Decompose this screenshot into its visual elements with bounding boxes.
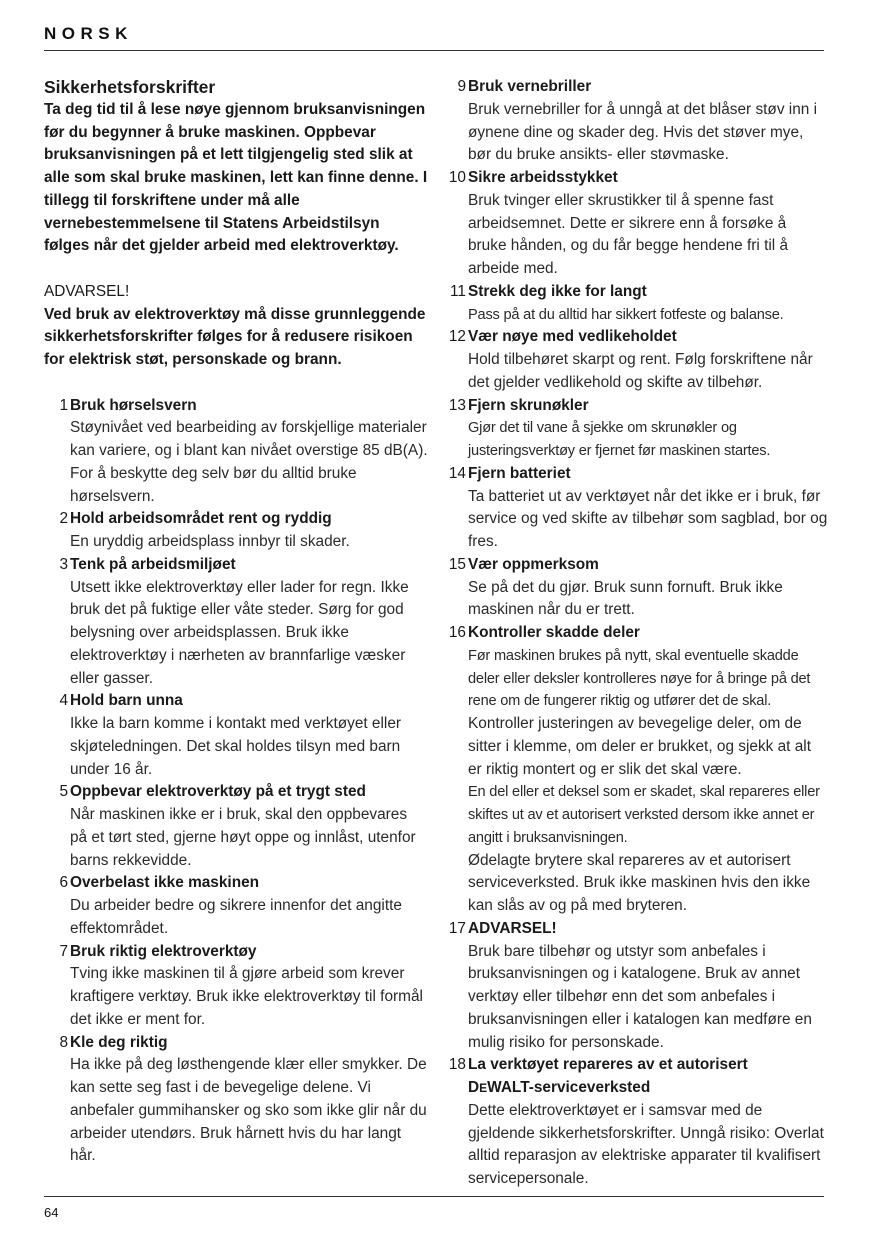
item-title: Kle deg riktig: [70, 1033, 168, 1051]
safety-item-7: [44, 941, 428, 1032]
left-column: [44, 76, 428, 1168]
language-heading: NORSK: [44, 24, 133, 43]
item-number: 9: [457, 78, 466, 95]
item-body: Ødelagte brytere skal repareres av et autorisert serviceverksted. Bruk ikke maskinen hvis den ikke kan slås av og på med bryteren.: [468, 851, 811, 914]
safety-item-18: [444, 1054, 828, 1191]
item-number: 7: [59, 942, 68, 960]
item-title: Overbelast ikke maskinen: [70, 874, 260, 892]
item-title: Sikre arbeidsstykket: [468, 169, 618, 186]
item-title: Vær nøye med vedlikeholdet: [468, 328, 677, 346]
item-title: Oppbevar elektroverktøy på et trygt sted: [70, 783, 366, 801]
page-number: 64: [44, 1205, 59, 1220]
safety-item-14: [444, 463, 828, 554]
footer-divider: [44, 1196, 824, 1197]
item-body: Før maskinen brukes på nytt, skal eventuelle skadde deler eller deksler kontrolleres nøye for å bringe på det rene om de fungerer riktig og utfører det de skal.: [468, 647, 811, 710]
safety-item-6: [44, 872, 428, 940]
section-title: Sikkerhetsforskrifter: [44, 77, 216, 97]
safety-item-16: [444, 622, 828, 918]
safety-item-15: [444, 554, 828, 622]
item-title: Kontroller skadde deler: [468, 624, 640, 641]
safety-item-17: [444, 918, 828, 1055]
item-number: 18: [448, 1056, 466, 1074]
item-number: 15: [448, 555, 466, 573]
item-body: Tving ikke maskinen til å gjøre arbeid som krever kraftigere verktøy. Bruk ikke elektroverktøy til formål det ikke er ment for.: [70, 965, 423, 1028]
item-body: Gjør det til vane å sjekke om skrunøkler og justeringsverktøy er fjernet før maskinen startes.: [468, 420, 771, 459]
safety-item-13: [444, 395, 828, 463]
item-body: En del eller et deksel som er skadet, skal repareres eller skiftes ut av et autorisert verksted dersom ikke annet er angitt i bruksanvisningen.: [468, 784, 820, 846]
item-body: Bruk vernebriller for å unngå at det blåser støv inn i øynene dine og skader deg. Hvis det støver mye, bør du bruke ansikts- eller støvmaske.: [468, 100, 818, 164]
safety-item-4: [44, 690, 428, 781]
item-body: Hold tilbehøret skarpt og rent. Følg forskriftene når det gjelder vedlikehold og skifte av tilbehør.: [468, 351, 813, 391]
item-number: 11: [450, 282, 466, 300]
item-body: Kontroller justeringen av bevegelige deler, om de sitter i klemme, om deler er brukket, og sjekk at alt er riktig montert og er slik det skal være.: [468, 715, 811, 778]
safety-item-3: [44, 554, 428, 691]
item-body: Bruk bare tilbehør og utstyr som anbefales i bruksanvisningen og i katalogene. Bruk av annet verktøy eller tilbehør enn det som anbefales i bruksanvisningen eller i katalogen kan medføre en mulig risiko for personskade.: [468, 942, 812, 1051]
item-body: Utsett ikke elektroverktøy eller lader for regn. Ikke bruk det på fuktige eller våte steder. Sørg for god belysning over arbeidsplassen. Bruk ikke elektroverktøy i nærheten av brannfarlige væsker eller gasser.: [70, 578, 409, 687]
item-title: Bruk vernebriller: [468, 78, 592, 95]
item-title: Hold barn unna: [70, 692, 183, 710]
item-body: Pass på at du alltid har sikkert fotfeste og balanse.: [468, 306, 784, 323]
item-number: 12: [448, 328, 466, 346]
safety-item-1: [44, 395, 428, 509]
item-title: Fjern batteriet: [468, 464, 571, 482]
item-body: Støynivået ved bearbeiding av forskjellige materialer kan variere, og i blant kan nivået overstige 85 dB(A). For å beskytte deg selv bør du alltid bruke hørselsvern.: [70, 419, 428, 505]
warning-text: Ved bruk av elektroverktøy må disse grunnleggende sikkerhetsforskrifter følges for å redusere risikoen for elektrisk støt, personskade og brann.: [44, 305, 426, 368]
safety-item-5: [44, 781, 428, 872]
item-number: 16: [448, 624, 466, 641]
item-body: En uryddig arbeidsplass innbyr til skader.: [70, 533, 350, 550]
item-title: Hold arbeidsområdet rent og ryddig: [70, 510, 332, 528]
item-number: 2: [59, 510, 68, 528]
item-title: ADVARSEL!: [468, 919, 557, 937]
warning-heading: ADVARSEL!: [44, 282, 130, 300]
item-number: 8: [59, 1033, 68, 1051]
item-body: Når maskinen ikke er i bruk, skal den oppbevares på et tørt sted, gjerne høyt oppe og innlåst, utenfor barns rekkevidde.: [70, 806, 416, 869]
item-body: Du arbeider bedre og sikrere innenfor det angitte effektområdet.: [70, 897, 402, 937]
item-body: Ta batteriet ut av verktøyet når det ikke er i bruk, før service og ved skifte av tilbehør som sagblad, bor og fres.: [468, 487, 828, 550]
safety-item-8: [44, 1032, 428, 1169]
item-title: La verktøyet repareres av et autorisert DEWALT-serviceverksted: [468, 1056, 748, 1096]
item-body: Ha ikke på deg løsthengende klær eller smykker. De kan sette seg fast i de bevegelige delene. Vi anbefaler gummihansker og sko som ikke glir når du arbeider utendørs. Bruk hårnett hvis du har langt hår.: [70, 1056, 427, 1165]
safety-item-12: [444, 326, 828, 394]
item-number: 14: [448, 464, 466, 482]
item-number: 5: [59, 783, 68, 801]
header-divider: [44, 50, 824, 51]
item-number: 17: [448, 919, 466, 937]
item-title: Tenk på arbeidsmiljøet: [70, 555, 236, 573]
right-column: [444, 76, 828, 1191]
item-body: Se på det du gjør. Bruk sunn fornuft. Bruk ikke maskinen når du er trett.: [468, 578, 783, 619]
safety-item-10: [444, 167, 828, 281]
item-number: 6: [59, 874, 68, 892]
intro-paragraph: Ta deg tid til å lese nøye gjennom bruksanvisningen før du begynner å bruke maskinen. Oppbevar bruksanvisningen på et lett tilgjengelig sted slik at alle som skal bruke maskinen, lett kan finne denne. I tillegg til forskriftene under må alle vernebestemmelsene til Statens Arbeidstilsyn følges når det gjelder arbeid med elektroverktøy.: [44, 100, 428, 255]
item-number: 10: [448, 169, 466, 186]
item-title: Strekk deg ikke for langt: [468, 282, 647, 300]
item-title: Bruk hørselsvern: [70, 396, 197, 414]
item-number: 1: [59, 396, 68, 414]
item-number: 13: [448, 396, 466, 414]
item-title: Bruk riktig elektroverktøy: [70, 942, 257, 960]
item-number: 4: [59, 692, 68, 710]
safety-item-11: [444, 281, 828, 327]
item-title: Fjern skrunøkler: [468, 396, 589, 414]
item-body: Dette elektroverktøyet er i samsvar med de gjeldende sikkerhetsforskrifter. Unngå risiko: Overlat alltid reparasjon av elektriske apparater til kvalifisert servicepersonale.: [468, 1101, 824, 1187]
item-title: Vær oppmerksom: [468, 555, 599, 573]
item-body: Ikke la barn komme i kontakt med verktøyet eller skjøteledningen. Det skal holdes tilsyn med barn under 16 år.: [70, 715, 402, 778]
safety-item-9: [444, 76, 828, 167]
item-body: Bruk tvinger eller skrustikker til å spenne fast arbeidsemnet. Dette er sikrere enn å forsøke å bruke hånden, og du får begge hendene fri til å arbeide med.: [468, 191, 789, 277]
item-number: 3: [59, 555, 68, 573]
safety-item-2: [44, 508, 428, 554]
